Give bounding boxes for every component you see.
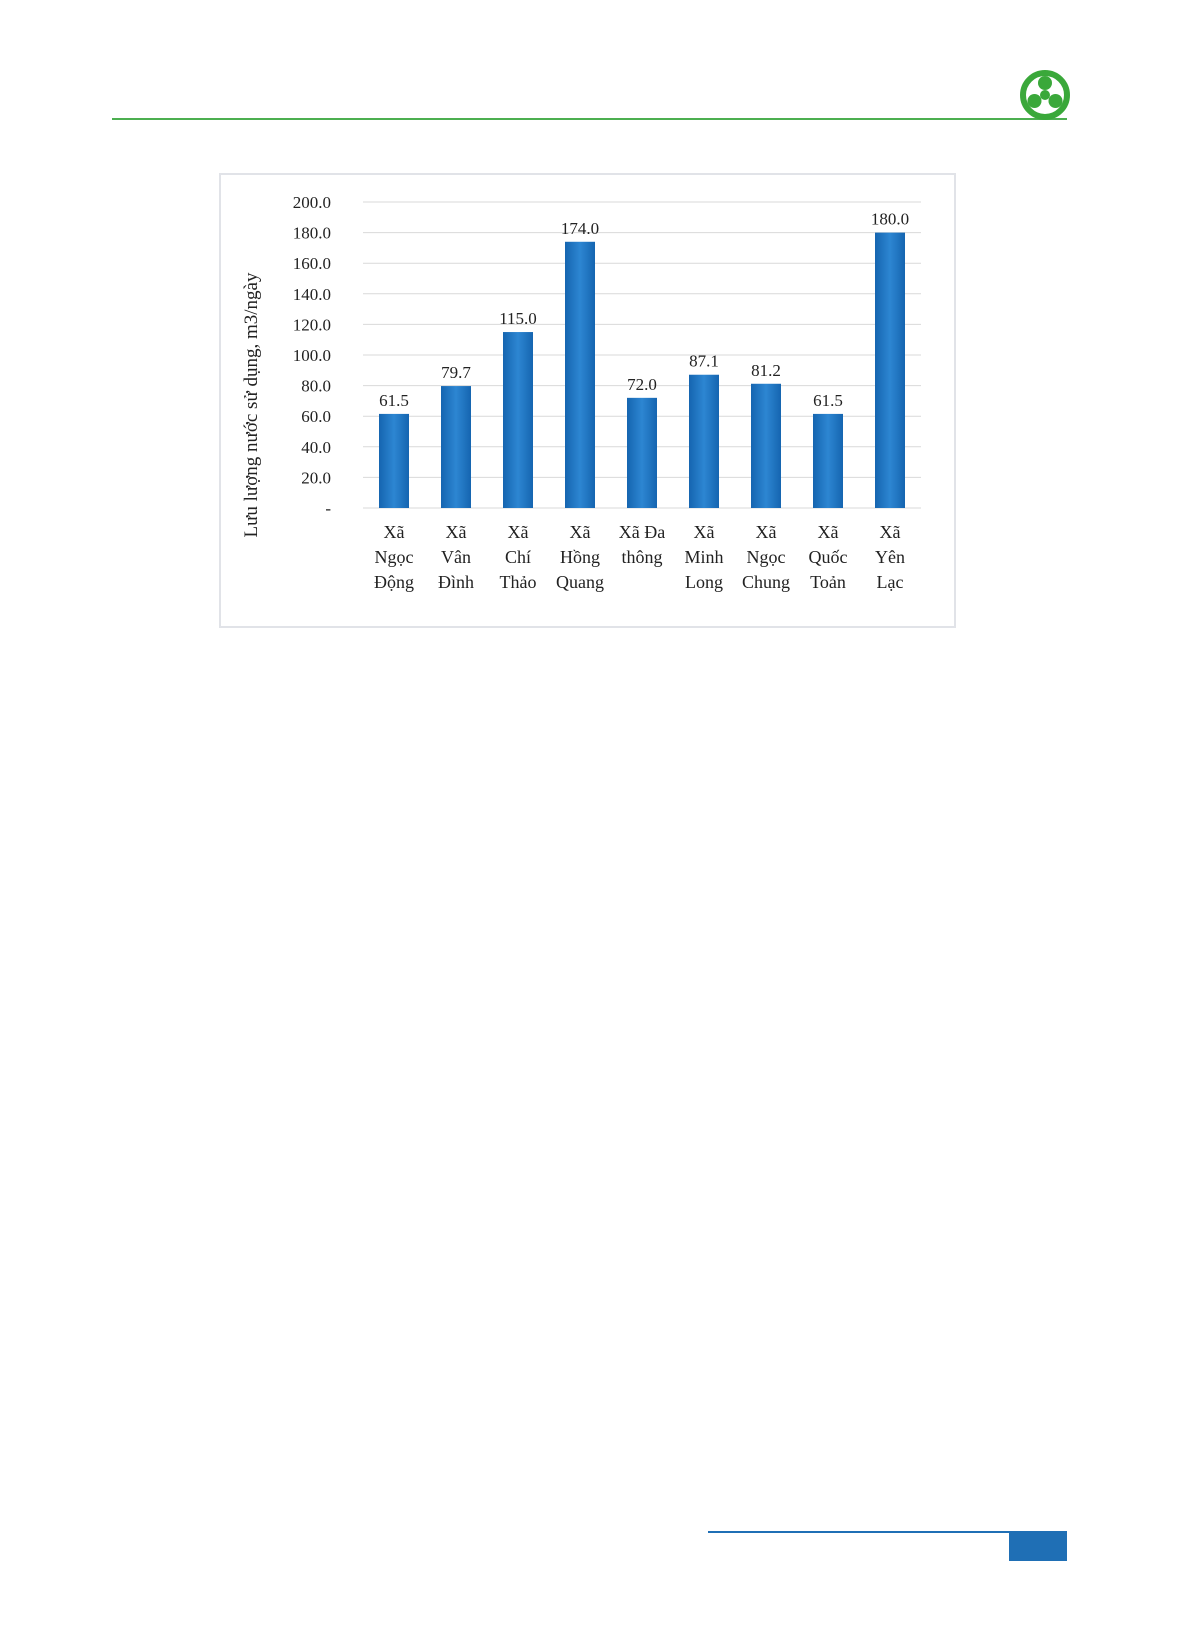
y-tick-label: 160.0 bbox=[292, 254, 331, 274]
page-number-box bbox=[1009, 1531, 1067, 1561]
y-tick-label: 140.0 bbox=[292, 284, 331, 304]
data-label: 79.7 bbox=[441, 363, 471, 383]
footer-rule bbox=[708, 1531, 1011, 1533]
y-tick-label: 80.0 bbox=[301, 376, 331, 396]
x-tick-label: Động bbox=[374, 572, 414, 592]
y-tick-label: 100.0 bbox=[292, 346, 331, 365]
x-tick-label: Xã bbox=[755, 522, 777, 542]
chart-frame bbox=[219, 173, 956, 628]
header-rule bbox=[112, 118, 1067, 120]
data-label: 61.5 bbox=[379, 390, 409, 410]
bar bbox=[565, 242, 595, 508]
data-label: 72.0 bbox=[627, 374, 657, 394]
x-tick-label: Long bbox=[685, 572, 723, 592]
y-axis-title: Lưu lượng nước sử dụng, m3/ngày bbox=[241, 272, 262, 538]
x-tick-label: Xã bbox=[569, 522, 591, 542]
bar bbox=[441, 386, 471, 508]
data-label: 87.1 bbox=[689, 351, 719, 371]
x-tick-label: Hồng bbox=[560, 547, 600, 567]
trefoil-logo-icon bbox=[1019, 69, 1071, 121]
x-tick-label: Toản bbox=[810, 572, 846, 592]
y-tick-label: 40.0 bbox=[301, 437, 331, 457]
x-tick-label: Ngọc bbox=[374, 547, 414, 567]
bar bbox=[627, 398, 657, 508]
bar-chart bbox=[221, 175, 954, 626]
y-tick-label: 20.0 bbox=[301, 468, 331, 488]
data-label: 61.5 bbox=[813, 390, 843, 410]
bar bbox=[689, 375, 719, 508]
x-tick-label: Xã bbox=[879, 522, 901, 542]
x-tick-label: Đình bbox=[438, 572, 474, 592]
bar bbox=[875, 233, 905, 508]
x-tick-label: Xã bbox=[817, 522, 839, 542]
x-tick-label: Yên bbox=[875, 547, 905, 567]
y-tick-label: 60.0 bbox=[301, 407, 331, 427]
x-tick-label: Thảo bbox=[499, 572, 537, 592]
x-tick-label: Minh bbox=[684, 547, 724, 567]
x-tick-label: Xã bbox=[383, 522, 405, 542]
bar bbox=[503, 332, 533, 508]
bar bbox=[379, 414, 409, 508]
bar bbox=[813, 414, 843, 508]
y-tick-label: - bbox=[325, 499, 331, 518]
bar bbox=[751, 384, 781, 508]
data-label: 174.0 bbox=[560, 218, 600, 238]
x-tick-label: Xã bbox=[445, 522, 467, 542]
data-label: 115.0 bbox=[499, 309, 537, 329]
x-tick-label: Xã bbox=[693, 522, 715, 542]
y-tick-label: 180.0 bbox=[292, 223, 331, 243]
x-tick-label: Xã bbox=[507, 522, 529, 542]
x-tick-label: Ngọc bbox=[746, 547, 786, 567]
x-tick-label: Quang bbox=[556, 572, 604, 592]
y-tick-label: 120.0 bbox=[292, 315, 331, 335]
x-tick-label: Vân bbox=[441, 547, 471, 567]
x-tick-label: Xã Đa bbox=[618, 522, 666, 542]
x-tick-label: Chung bbox=[741, 572, 791, 592]
data-label: 180.0 bbox=[870, 209, 910, 229]
y-tick-label: 200.0 bbox=[292, 193, 331, 212]
data-label: 81.2 bbox=[751, 360, 781, 380]
x-tick-label: thông bbox=[621, 547, 663, 567]
x-tick-label: Lạc bbox=[876, 572, 904, 592]
x-tick-label: Chí bbox=[504, 547, 532, 567]
x-tick-label: Quốc bbox=[808, 547, 848, 567]
